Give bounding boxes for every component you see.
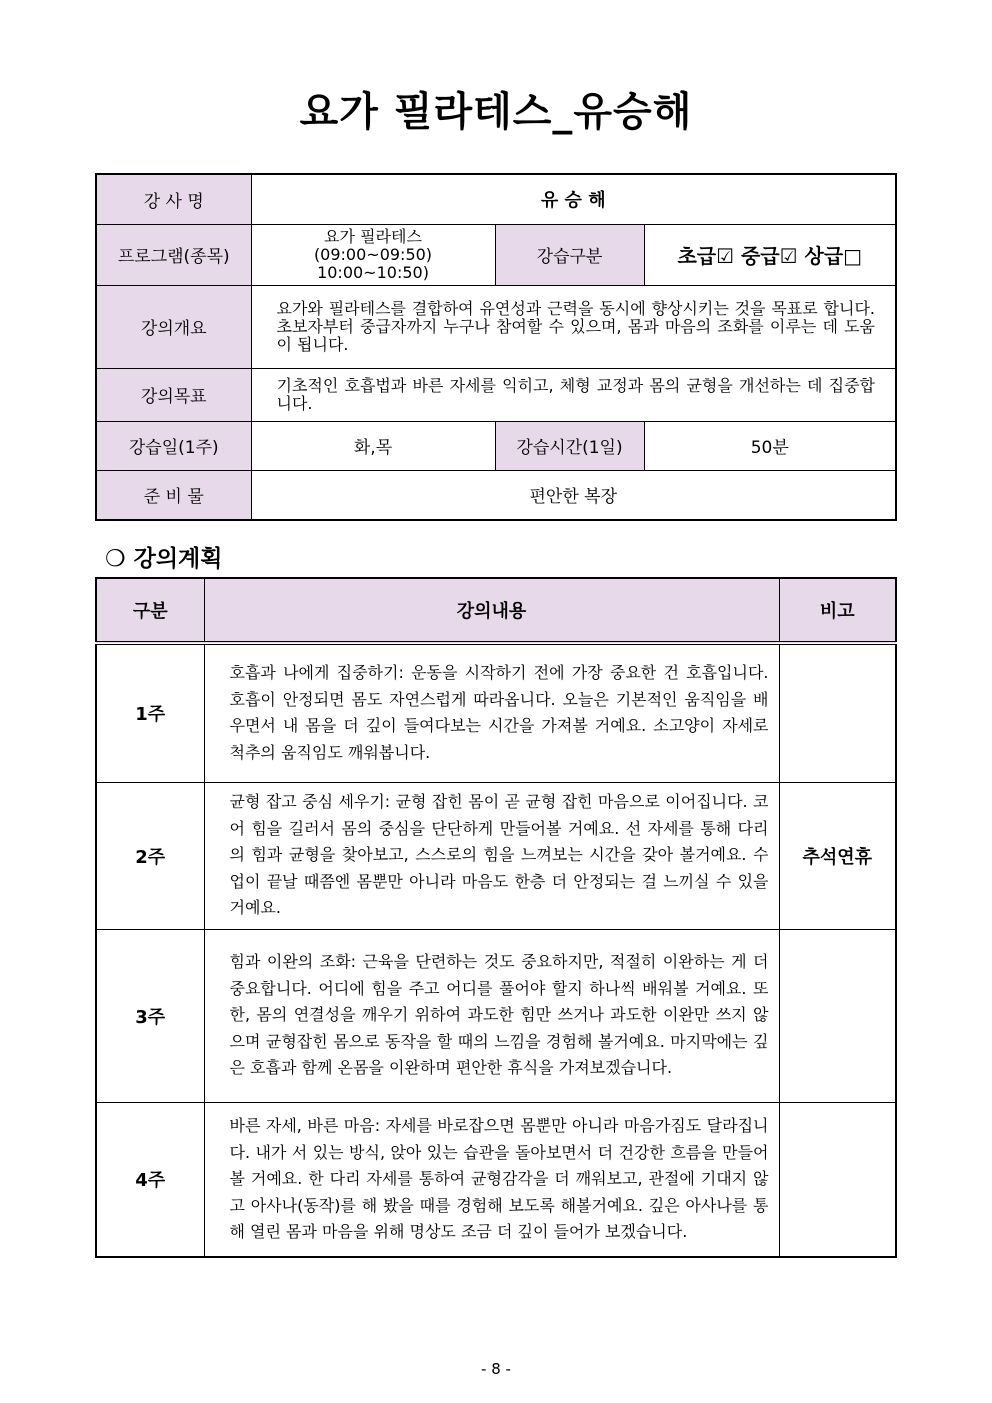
level-label: 강습구분 <box>495 224 644 285</box>
supplies-label: 준 비 물 <box>96 470 251 520</box>
table-row <box>96 1102 896 1257</box>
program-time-2: 10:00~10:50) <box>317 262 429 282</box>
week-content: 바른 자세, 바른 마음: 자세를 바로잡으면 몸뿐만 아니라 마음가짐도 달라집니다. 내가 서 있는 방식, 앉아 있는 습관을 돌아보면서 더 건강한 흐름을 만들어볼 거예요. 한 다리 자세를 통하여 균형감각을 더 깨워보고, 관절에 기대지 않고 아사나(동작)를 해 봤을 때를 경험해 보도록 해볼거예요. 깊은 아사나를 통해 열린 몸과 마음을 위해 명상도 조금 더 깊이 들어가 보겠습니다. <box>204 1102 779 1257</box>
program-cell <box>251 224 495 285</box>
program-name: 요가 필라테스 <box>324 226 422 246</box>
program-label: 프로그램(종목) <box>96 224 251 285</box>
program-time-1: (09:00~09:50) <box>313 244 433 264</box>
instructor-label: 강 사 명 <box>96 174 251 224</box>
duration-value: 50분 <box>644 421 896 470</box>
week-label: 1주 <box>96 643 204 782</box>
days-label: 강습일(1주) <box>96 421 251 470</box>
week-note <box>779 929 896 1102</box>
week-content: 균형 잡고 중심 세우기: 균형 잡힌 몸이 곧 균형 잡힌 마음으로 이어집니다. 코어 힘을 길러서 몸의 중심을 단단하게 만들어볼 거예요. 선 자세를 통해 다리의 힘과 균형을 찾아보고, 스스로의 힘을 느껴보는 시간을 갖아 볼거예요. 수업이 끝날 때쯤엔 몸뿐만 아니라 마음도 한층 더 안정되는 걸 느끼실 수 있을 거예요. <box>204 782 779 929</box>
week-note <box>779 643 896 782</box>
goal-label: 강의목표 <box>96 368 251 421</box>
header-content: 강의내용 <box>204 578 779 643</box>
table-row <box>96 929 896 1102</box>
week-label: 3주 <box>96 929 204 1102</box>
table-row <box>96 782 896 929</box>
instructor-name: 유 승 해 <box>251 174 896 224</box>
page-title: 요가 필라테스_유승해 <box>299 89 693 135</box>
overview-text: 요가와 필라테스를 결합하여 유연성과 근력을 동시에 향상시키는 것을 목표로 합니다. 초보자부터 중급자까지 누구나 참여할 수 있으며, 몸과 마음의 조화를 이루는 데 도움이 됩니다. <box>251 285 896 368</box>
header-note: 비고 <box>779 578 896 643</box>
week-label: 2주 <box>96 782 204 929</box>
overview-label: 강의개요 <box>96 285 251 368</box>
week-note <box>779 1102 896 1257</box>
header-week: 구분 <box>96 578 204 643</box>
week-label: 4주 <box>96 1102 204 1257</box>
week-content: 힘과 이완의 조화: 근육을 단련하는 것도 중요하지만, 적절히 이완하는 게 더 중요합니다. 어디에 힘을 주고 어디를 풀어야 할지 하나씩 배워볼 거예요. 또한, 몸의 연결성을 깨우기 위하여 과도한 힘만 쓰거나 과도한 이완만 쓰지 않으며 균형잡힌 몸으로 동작을 할 때의 느낌을 경험해 볼거예요. 마지막에는 깊은 호흡과 함께 온몸을 이완하며 편안한 휴식을 가져보겠습니다. <box>204 929 779 1102</box>
table-row <box>96 643 896 782</box>
week-note: 추석연휴 <box>779 782 896 929</box>
page-number: - 8 - <box>481 1360 511 1378</box>
week-content: 호흡과 나에게 집중하기: 운동을 시작하기 전에 가장 중요한 건 호흡입니다. 호흡이 안정되면 몸도 자연스럽게 따라옵니다. 오늘은 기본적인 움직임을 배우면서 내 몸을 더 깊이 들여다보는 시간을 가져볼 거예요. 소고양이 자세로 척추의 움직임도 깨워봅니다. <box>204 643 779 782</box>
level-value: 초급☑ 중급☑ 상급□ <box>644 224 896 285</box>
course-info-table <box>95 173 897 521</box>
days-value: 화,목 <box>251 421 495 470</box>
duration-label: 강습시간(1일) <box>495 421 644 470</box>
goal-text: 기초적인 호흡법과 바른 자세를 익히고, 체형 교정과 몸의 균형을 개선하는 데 집중합니다. <box>251 368 896 421</box>
supplies-value: 편안한 복장 <box>251 470 896 520</box>
section-heading: ❍ 강의계획 <box>105 546 223 572</box>
lesson-plan-table <box>95 577 897 1258</box>
